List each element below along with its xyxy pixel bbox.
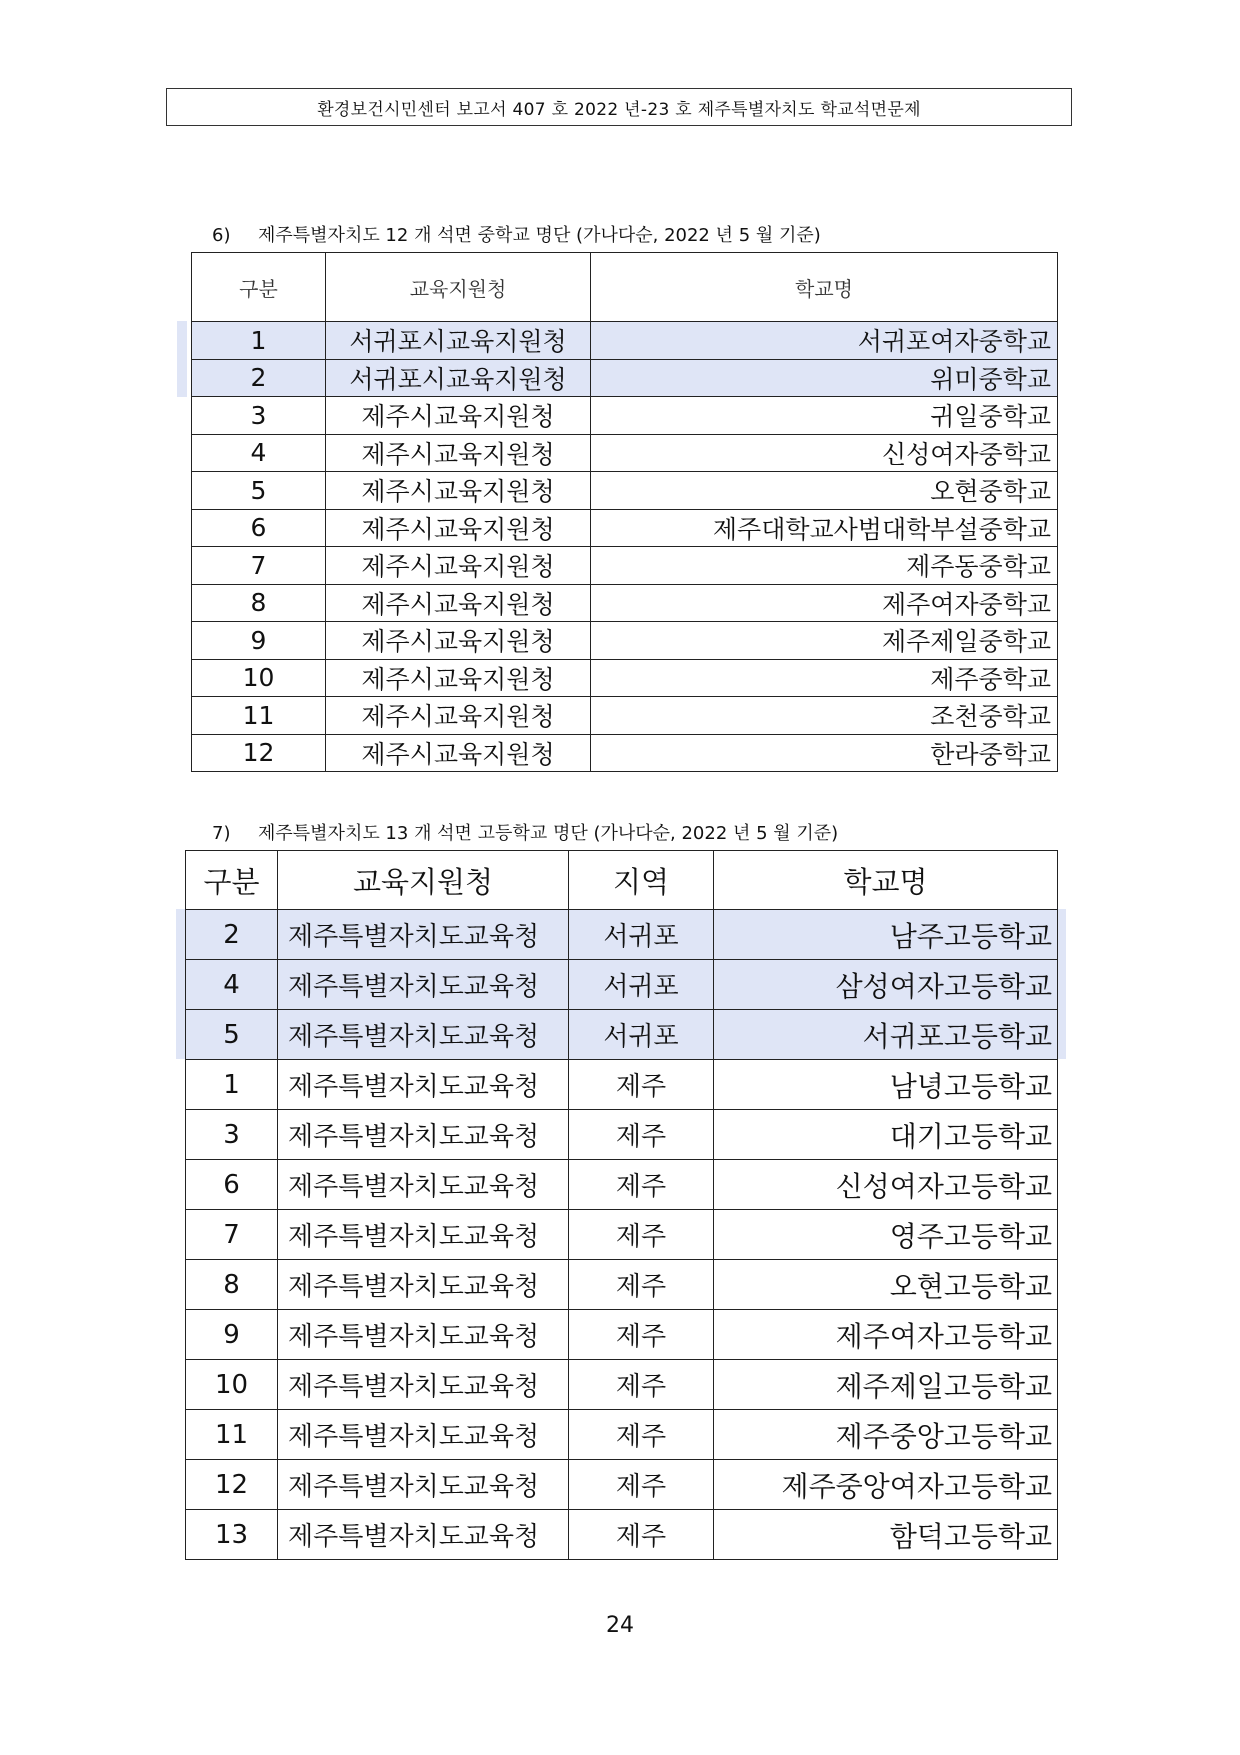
table-row [186, 1210, 1058, 1260]
cell-school: 영주고등학교 [714, 1210, 1058, 1260]
table-row [192, 584, 1058, 622]
header-cell: 교육지원청 [326, 253, 591, 322]
cell-school: 제주동중학교 [591, 547, 1058, 585]
cell-office: 제주특별자치도교육청 [278, 1460, 569, 1510]
cell-office: 제주특별자치도교육청 [278, 1510, 569, 1560]
cell-region: 제주 [569, 1460, 714, 1510]
table-row [192, 472, 1058, 510]
middle-school-table [191, 252, 1058, 772]
table-row [192, 659, 1058, 697]
cell-region: 서귀포 [569, 960, 714, 1010]
cell-region: 제주 [569, 1260, 714, 1310]
cell-office: 제주시교육지원청 [326, 659, 591, 697]
table-row [192, 734, 1058, 772]
cell-office: 제주시교육지원청 [326, 584, 591, 622]
cell-office: 제주특별자치도교육청 [278, 1260, 569, 1310]
cell-no: 1 [192, 322, 326, 360]
table-row [186, 1260, 1058, 1310]
cell-school: 오현고등학교 [714, 1260, 1058, 1310]
cell-office: 제주시교육지원청 [326, 622, 591, 660]
cell-region: 제주 [569, 1360, 714, 1410]
table-row [192, 322, 1058, 360]
cell-school: 제주중앙여자고등학교 [714, 1460, 1058, 1510]
cell-region: 제주 [569, 1160, 714, 1210]
section2-caption-text: 제주특별자치도 13 개 석면 고등학교 명단 (가나다순, 2022 년 5 월 기준) [258, 823, 839, 844]
table-row [192, 622, 1058, 660]
cell-no: 13 [186, 1510, 278, 1560]
cell-school: 오현중학교 [591, 472, 1058, 510]
cell-no: 2 [186, 910, 278, 960]
cell-no: 7 [186, 1210, 278, 1260]
table-row [186, 1410, 1058, 1460]
table-row [192, 397, 1058, 435]
report-header [166, 88, 1072, 126]
high-school-table [185, 850, 1058, 1560]
header-cell: 구분 [186, 851, 278, 910]
cell-office: 서귀포시교육지원청 [326, 322, 591, 360]
cell-school: 제주여자중학교 [591, 584, 1058, 622]
cell-no: 6 [186, 1160, 278, 1210]
cell-school: 한라중학교 [591, 734, 1058, 772]
cell-office: 제주시교육지원청 [326, 509, 591, 547]
section1-caption-text: 제주특별자치도 12 개 석면 중학교 명단 (가나다순, 2022 년 5 월 기준) [258, 225, 821, 246]
cell-region: 제주 [569, 1210, 714, 1260]
cell-no: 9 [186, 1310, 278, 1360]
cell-region: 제주 [569, 1110, 714, 1160]
table-row [192, 359, 1058, 397]
cell-office: 제주시교육지원청 [326, 472, 591, 510]
table-header-row [186, 851, 1058, 910]
section1-caption [212, 221, 821, 247]
table-row [192, 547, 1058, 585]
cell-region: 제주 [569, 1310, 714, 1360]
cell-region: 서귀포 [569, 1010, 714, 1060]
cell-region: 제주 [569, 1410, 714, 1460]
highlight-band [177, 321, 187, 397]
cell-no: 12 [192, 734, 326, 772]
table-row [186, 1460, 1058, 1510]
cell-no: 10 [192, 659, 326, 697]
cell-school: 서귀포고등학교 [714, 1010, 1058, 1060]
cell-region: 제주 [569, 1060, 714, 1110]
cell-region: 제주 [569, 1510, 714, 1560]
cell-school: 남주고등학교 [714, 910, 1058, 960]
table-row [186, 1160, 1058, 1210]
cell-school: 제주제일중학교 [591, 622, 1058, 660]
table-row [186, 960, 1058, 1010]
cell-office: 서귀포시교육지원청 [326, 359, 591, 397]
cell-no: 6 [192, 509, 326, 547]
table-row [186, 910, 1058, 960]
cell-school: 제주제일고등학교 [714, 1360, 1058, 1410]
cell-school: 제주중앙고등학교 [714, 1410, 1058, 1460]
cell-office: 제주특별자치도교육청 [278, 1010, 569, 1060]
table-row [186, 1360, 1058, 1410]
cell-office: 제주시교육지원청 [326, 547, 591, 585]
header-cell: 지역 [569, 851, 714, 910]
page-number: 24 [606, 1613, 634, 1638]
cell-school: 제주대학교사범대학부설중학교 [591, 509, 1058, 547]
cell-office: 제주특별자치도교육청 [278, 1160, 569, 1210]
header-cell: 학교명 [591, 253, 1058, 322]
cell-office: 제주시교육지원청 [326, 734, 591, 772]
header-cell: 학교명 [714, 851, 1058, 910]
cell-no: 4 [192, 434, 326, 472]
cell-region: 서귀포 [569, 910, 714, 960]
table-row [192, 697, 1058, 735]
table-row [192, 434, 1058, 472]
table-row [186, 1110, 1058, 1160]
cell-no: 1 [186, 1060, 278, 1110]
report-header-text: 환경보건시민센터 보고서 407 호 2022 년-23 호 제주특별자치도 학교석면문제 [317, 99, 921, 120]
header-cell: 교육지원청 [278, 851, 569, 910]
cell-school: 남녕고등학교 [714, 1060, 1058, 1110]
cell-office: 제주특별자치도교육청 [278, 1410, 569, 1460]
cell-office: 제주특별자치도교육청 [278, 910, 569, 960]
cell-office: 제주특별자치도교육청 [278, 1110, 569, 1160]
table-row [186, 1510, 1058, 1560]
header-cell: 구분 [192, 253, 326, 322]
cell-school: 함덕고등학교 [714, 1510, 1058, 1560]
table-row [186, 1060, 1058, 1110]
cell-school: 제주중학교 [591, 659, 1058, 697]
highlight-band [1058, 909, 1066, 1059]
cell-no: 3 [192, 397, 326, 435]
cell-school: 귀일중학교 [591, 397, 1058, 435]
cell-no: 7 [192, 547, 326, 585]
cell-office: 제주특별자치도교육청 [278, 1310, 569, 1360]
cell-no: 5 [192, 472, 326, 510]
cell-office: 제주특별자치도교육청 [278, 960, 569, 1010]
cell-no: 9 [192, 622, 326, 660]
section2-number: 7) [212, 823, 231, 844]
cell-no: 10 [186, 1360, 278, 1410]
cell-school: 제주여자고등학교 [714, 1310, 1058, 1360]
table-header-row [192, 253, 1058, 322]
cell-office: 제주특별자치도교육청 [278, 1210, 569, 1260]
table-row [192, 509, 1058, 547]
cell-school: 조천중학교 [591, 697, 1058, 735]
cell-no: 12 [186, 1460, 278, 1510]
table-row [186, 1310, 1058, 1360]
cell-school: 신성여자고등학교 [714, 1160, 1058, 1210]
table-row [186, 1010, 1058, 1060]
cell-school: 서귀포여자중학교 [591, 322, 1058, 360]
cell-office: 제주시교육지원청 [326, 397, 591, 435]
cell-school: 대기고등학교 [714, 1110, 1058, 1160]
cell-no: 3 [186, 1110, 278, 1160]
cell-office: 제주특별자치도교육청 [278, 1060, 569, 1110]
cell-school: 신성여자중학교 [591, 434, 1058, 472]
cell-no: 8 [192, 584, 326, 622]
cell-school: 삼성여자고등학교 [714, 960, 1058, 1010]
cell-no: 11 [192, 697, 326, 735]
cell-no: 8 [186, 1260, 278, 1310]
section2-caption [212, 819, 838, 845]
cell-no: 2 [192, 359, 326, 397]
cell-school: 위미중학교 [591, 359, 1058, 397]
cell-office: 제주시교육지원청 [326, 697, 591, 735]
cell-office: 제주시교육지원청 [326, 434, 591, 472]
section1-number: 6) [212, 225, 231, 246]
cell-office: 제주특별자치도교육청 [278, 1360, 569, 1410]
cell-no: 4 [186, 960, 278, 1010]
cell-no: 11 [186, 1410, 278, 1460]
cell-no: 5 [186, 1010, 278, 1060]
